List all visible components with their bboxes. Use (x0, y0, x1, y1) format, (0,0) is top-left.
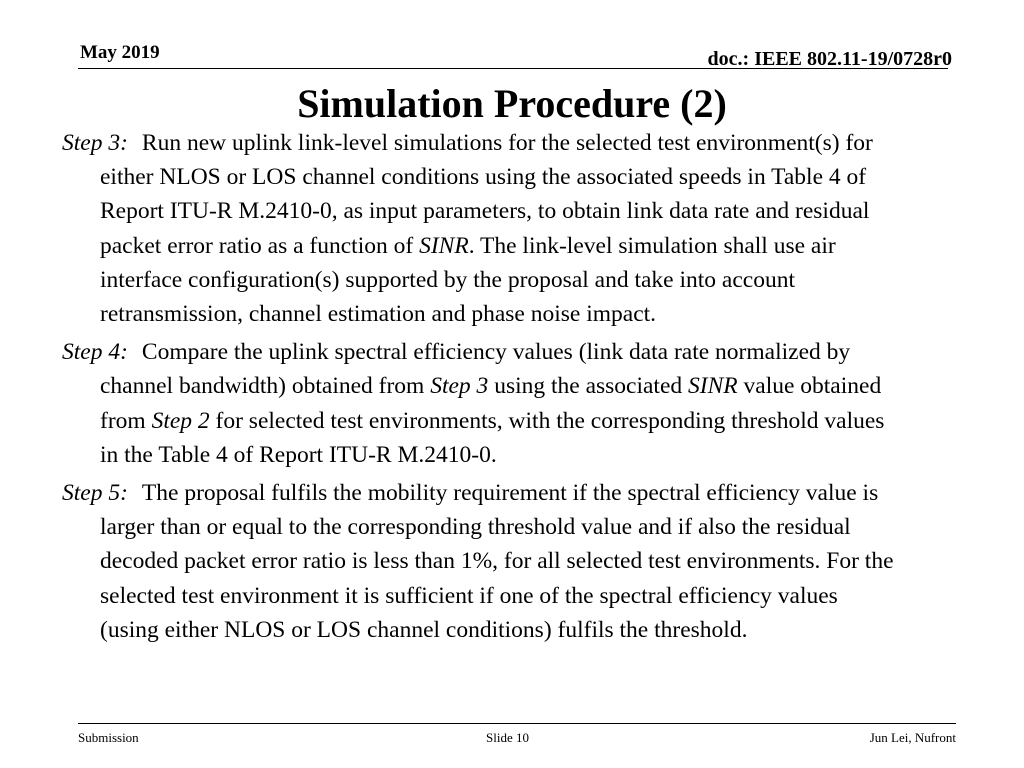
slide-title: Simulation Procedure (2) (297, 81, 727, 126)
step-3-text-part-2: . The link-level simulation shall use air interface configuration(s) supported by the proposal and take into account retransmission, channel estimation and phase noise impact. (100, 232, 836, 328)
step-3-text-part-1: Run new uplink link-level simulations for the selected test environment(s) for either NLOS or LOS channel conditions using the associated speeds in Table 4 of Report ITU-R M.2410-0, as input parameters, to obtain link data rate and residual packet error ratio as a function of (100, 130, 873, 259)
step-3-sinr-term: SINR (419, 232, 469, 259)
step-4-step3-ref: Step 3 (430, 373, 489, 400)
slide-body (62, 126, 902, 651)
step-4-text-part-1: Compare the uplink spectral efficiency values (link data rate normalized by channel bandwidth) obtained from (100, 339, 851, 400)
footer-submission: Submission (78, 730, 139, 745)
step-3-label: Step 3: (62, 130, 128, 156)
step-4-text-part-3: value obtained from (100, 373, 882, 434)
header-divider (78, 68, 948, 69)
step-4-sinr-term: SINR (688, 373, 738, 400)
step-4-text-part-4: for selected test environments, with the corresponding threshold values in the Table 4 of Report ITU-R M.2410-0. (100, 407, 885, 468)
step-5-label: Step 5: (62, 480, 128, 507)
footer-author: Jun Lei, Nufront (869, 730, 956, 745)
step-5-text: The proposal fulfils the mobility requirement if the spectral efficiency value is larger than or equal to the corresponding threshold value and if also the residual decoded packet error ratio is less than 1%, for all selected test environments. For the selected test environment it is sufficient if one of the spectral efficiency values (using either NLOS or LOS channel conditions) fulfils the threshold. (100, 480, 894, 643)
step-4-paragraph (62, 335, 902, 472)
step-4-label: Step 4: (62, 339, 128, 366)
step-4-step2-ref: Step 2 (151, 407, 210, 434)
step-3-paragraph (62, 126, 902, 331)
footer-divider (78, 723, 956, 724)
header-date: May 2019 (80, 42, 160, 63)
header-doc-id: doc.: IEEE 802.11-19/0728r0 (707, 48, 952, 70)
footer-slide-number: Slide 10 (486, 730, 529, 745)
step-4-text-part-2: using the associated (488, 373, 689, 400)
step-5-paragraph (62, 476, 902, 647)
